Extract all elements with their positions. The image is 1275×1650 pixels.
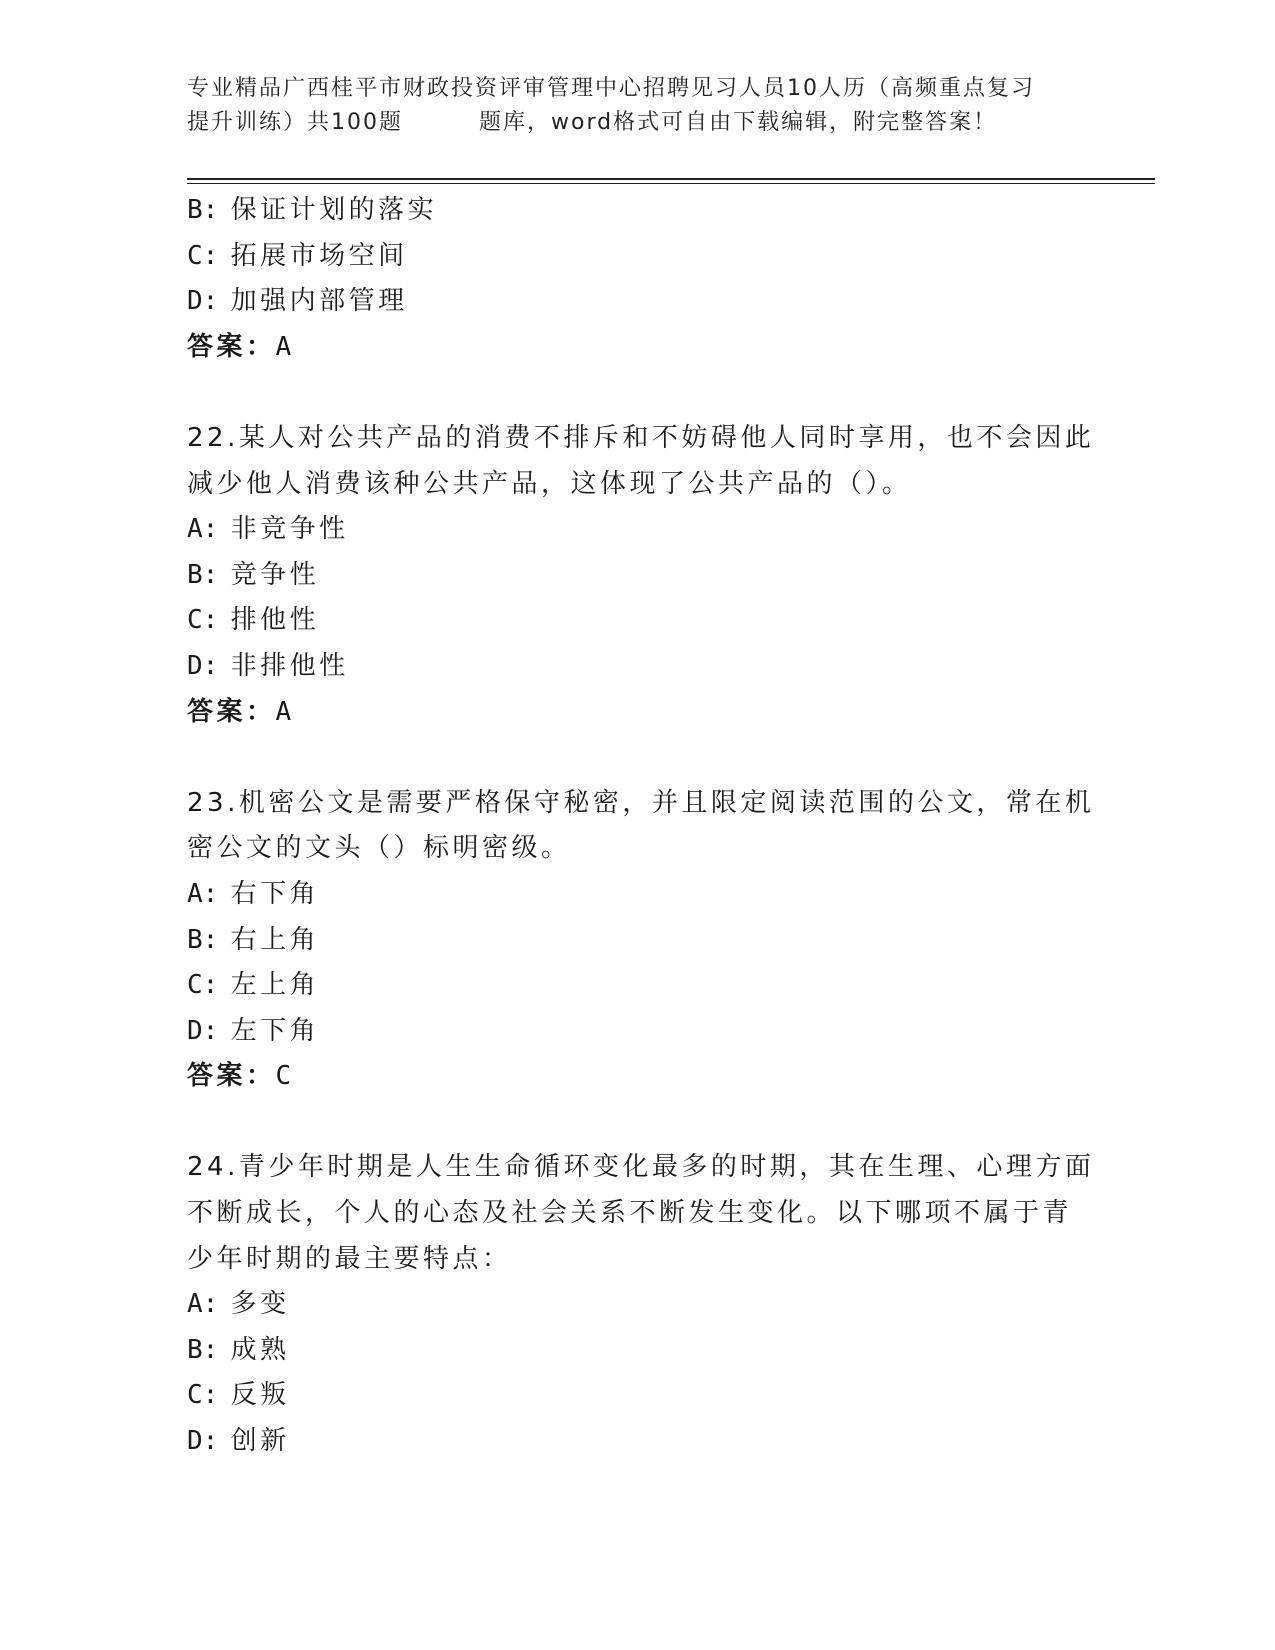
question-text-line: 22.某人对公共产品的消费不排斥和不妨碍他人同时享用，也不会因此 — [187, 422, 1095, 453]
option-a: A: 非竞争性 — [187, 514, 349, 545]
question-22 — [187, 416, 1095, 735]
header-line-2 — [187, 106, 1087, 140]
option-c: C: 左上角 — [187, 970, 320, 1001]
option-d: D: 左下角 — [187, 1015, 320, 1046]
option-b: B: 成熟 — [187, 1334, 290, 1365]
question-content — [187, 188, 1095, 1465]
header-rule-thick — [187, 178, 1155, 180]
answer-line: 答案：A — [187, 331, 292, 362]
document-header — [187, 72, 1087, 140]
option-c: C: 反叛 — [187, 1380, 290, 1411]
option-a: A: 右下角 — [187, 878, 320, 909]
question-21-continued — [187, 188, 1087, 370]
question-text-line: 密公文的文头（）标明密级。 — [187, 833, 571, 864]
answer-line: 答案：C — [187, 1061, 292, 1092]
option-d: D: 创新 — [187, 1426, 290, 1457]
option-d: D: 加强内部管理 — [187, 286, 408, 317]
question-text-line: 23.机密公文是需要严格保守秘密，并且限定阅读范围的公文，常在机 — [187, 787, 1095, 818]
header-line-1: 专业精品广西桂平市财政投资评审管理中心招聘见习人员10人历（高频重点复习 — [187, 76, 1035, 101]
option-c: C: 拓展市场空间 — [187, 240, 408, 271]
question-24 — [187, 1145, 1095, 1464]
question-text-line: 24.青少年时期是人生生命循环变化最多的时期，其在生理、心理方面 — [187, 1152, 1095, 1183]
header-rule-thin — [187, 183, 1155, 184]
question-text-line: 不断成长，个人的心态及社会关系不断发生变化。以下哪项不属于青 — [187, 1198, 1073, 1229]
header-line-2b: 题库，word格式可自由下载编辑，附完整答案！ — [479, 110, 998, 135]
option-b: B: 保证计划的落实 — [187, 195, 438, 225]
option-a: A: 多变 — [187, 1289, 290, 1320]
option-d: D: 非排他性 — [187, 650, 349, 681]
header-line-2a: 提升训练）共100题 — [187, 110, 403, 135]
question-text-line: 少年时期的最主要特点： — [187, 1243, 512, 1274]
question-text-line: 减少他人消费该种公共产品，这体现了公共产品的（）。 — [187, 468, 912, 499]
answer-line: 答案：A — [187, 696, 292, 727]
option-c: C: 排他性 — [187, 605, 320, 636]
question-23 — [187, 781, 1095, 1100]
option-b: B: 右上角 — [187, 924, 320, 955]
option-b: B: 竞争性 — [187, 559, 320, 590]
